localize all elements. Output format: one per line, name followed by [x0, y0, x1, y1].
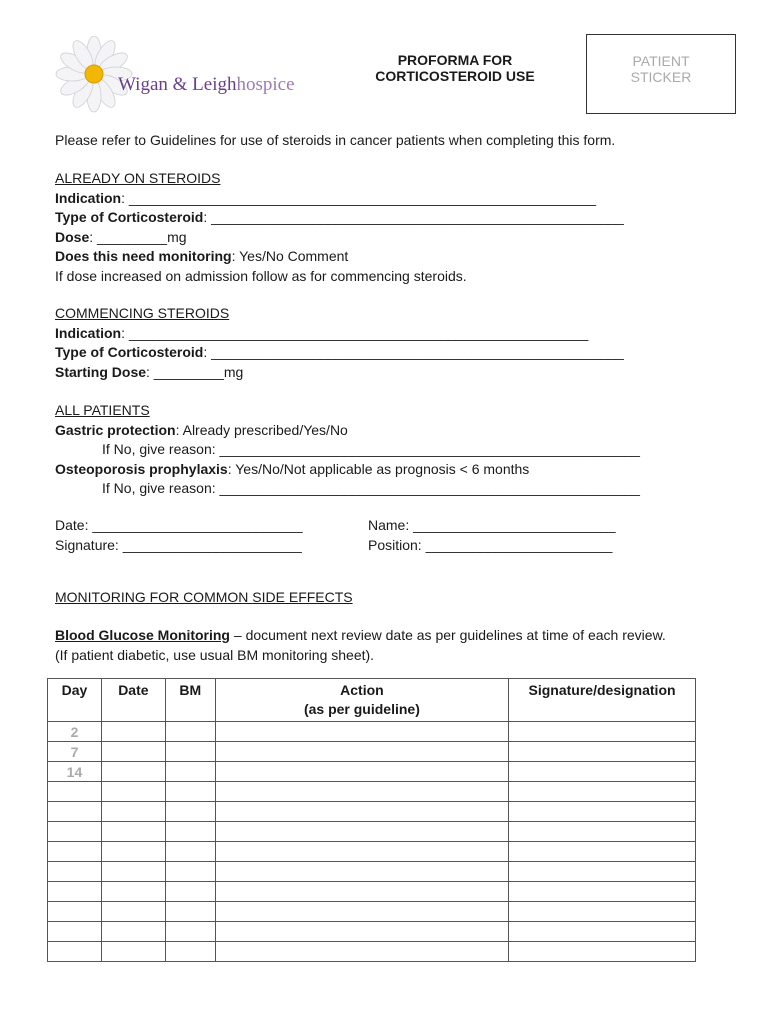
day-cell[interactable] — [48, 882, 102, 902]
signature-cell[interactable] — [509, 882, 696, 902]
header-action — [215, 679, 508, 722]
bm-cell[interactable] — [165, 742, 215, 762]
day-cell[interactable] — [48, 862, 102, 882]
action-cell[interactable] — [215, 902, 508, 922]
date-cell[interactable] — [101, 802, 165, 822]
day-cell[interactable] — [48, 782, 102, 802]
monitoring-options: : Yes/No Comment — [231, 248, 349, 265]
signature-cell[interactable] — [509, 922, 696, 942]
date-cell[interactable] — [101, 842, 165, 862]
indication-blank: : ___________________________________________________________ — [121, 324, 589, 341]
already-dose-field[interactable] — [55, 228, 624, 248]
date-cell[interactable] — [101, 922, 165, 942]
signature-cell[interactable] — [509, 802, 696, 822]
osteo-label: Osteoporosis prophylaxis — [55, 460, 228, 477]
table-row — [48, 822, 696, 842]
bm-cell[interactable] — [165, 842, 215, 862]
bm-cell[interactable] — [165, 942, 215, 962]
table-row — [48, 882, 696, 902]
type-blank: : _____________________________________________________ — [203, 209, 624, 226]
date-cell[interactable] — [101, 862, 165, 882]
header-signature: Signature/designation — [509, 679, 696, 722]
already-heading: ALREADY ON STEROIDS — [55, 170, 221, 186]
sticker-line2: STICKER — [630, 69, 692, 85]
starting-dose-blank: : _________mg — [146, 363, 244, 380]
action-cell[interactable] — [215, 842, 508, 862]
day-cell[interactable]: 14 — [48, 762, 102, 782]
day-cell[interactable] — [48, 842, 102, 862]
already-monitoring-field[interactable] — [55, 247, 624, 267]
header-day: Day — [48, 679, 102, 722]
day-cell[interactable]: 7 — [48, 742, 102, 762]
day-cell[interactable] — [48, 802, 102, 822]
bm-cell[interactable] — [165, 882, 215, 902]
form-title-line2: CORTICOSTEROID USE — [375, 68, 535, 84]
date-cell[interactable] — [101, 762, 165, 782]
intro-text: Please refer to Guidelines for use of steroids in cancer patients when completing this form. — [55, 132, 616, 148]
commencing-indication-field[interactable] — [55, 324, 624, 344]
action-cell[interactable] — [215, 742, 508, 762]
name-field[interactable]: Name: __________________________ — [368, 517, 616, 533]
logo-suffix-text: hospice — [236, 74, 295, 95]
already-type-field[interactable] — [55, 208, 624, 228]
action-cell[interactable] — [215, 882, 508, 902]
table-row — [48, 942, 696, 962]
form-title-line1: PROFORMA FOR — [397, 52, 513, 68]
action-cell[interactable] — [215, 862, 508, 882]
all-patients-section — [55, 401, 640, 499]
indication-label: Indication — [55, 189, 122, 206]
date-cell[interactable] — [101, 942, 165, 962]
commencing-type-field[interactable] — [55, 343, 624, 363]
date-cell[interactable] — [101, 742, 165, 762]
table-row — [48, 862, 696, 882]
header-action-line2: (as per guideline) — [303, 701, 420, 717]
form-title — [355, 52, 555, 84]
signature-cell[interactable] — [509, 782, 696, 802]
table-row — [48, 782, 696, 802]
bm-cell[interactable] — [165, 922, 215, 942]
date-cell[interactable] — [101, 722, 165, 742]
type-blank: : _____________________________________________________ — [203, 344, 624, 361]
signature-field[interactable]: Signature: _______________________ — [55, 537, 302, 553]
table-row — [48, 922, 696, 942]
day-cell[interactable] — [48, 922, 102, 942]
blood-glucose-label: Blood Glucose Monitoring — [55, 627, 230, 643]
signature-cell[interactable] — [509, 902, 696, 922]
sticker-line1: PATIENT — [632, 53, 690, 69]
signature-cell[interactable] — [509, 842, 696, 862]
date-field[interactable]: Date: ___________________________ — [55, 517, 303, 533]
blood-glucose-note: (If patient diabetic, use usual BM monitoring sheet). — [55, 647, 375, 663]
day-cell[interactable] — [48, 942, 102, 962]
date-cell[interactable] — [101, 902, 165, 922]
header-date: Date — [101, 679, 165, 722]
blood-glucose-text — [55, 627, 666, 643]
action-cell[interactable] — [215, 782, 508, 802]
bm-cell[interactable] — [165, 722, 215, 742]
gastric-label: Gastric protection — [55, 421, 176, 438]
signature-cell[interactable] — [509, 742, 696, 762]
action-cell[interactable] — [215, 942, 508, 962]
table-row — [48, 802, 696, 822]
position-field[interactable]: Position: ________________________ — [368, 537, 613, 553]
table-header-row — [48, 679, 696, 722]
signature-cell[interactable] — [509, 722, 696, 742]
already-indication-field[interactable] — [55, 189, 624, 209]
header-action-line1: Action — [340, 682, 384, 698]
table-row — [48, 742, 696, 762]
blood-glucose-table — [47, 678, 696, 962]
table-row — [48, 762, 696, 782]
blood-glucose-instruction: – document next review date as per guidelines at time of each review. — [230, 627, 666, 643]
signature-cell[interactable] — [509, 822, 696, 842]
table-row — [48, 722, 696, 742]
action-cell[interactable] — [215, 922, 508, 942]
action-cell[interactable] — [215, 722, 508, 742]
action-cell[interactable] — [215, 822, 508, 842]
dose-blank: : _________mg — [89, 228, 187, 245]
signature-cell[interactable] — [509, 942, 696, 962]
table-row — [48, 842, 696, 862]
bm-cell[interactable] — [165, 862, 215, 882]
gastric-field[interactable] — [55, 421, 640, 441]
bm-cell[interactable] — [165, 782, 215, 802]
all-patients-heading: ALL PATIENTS — [55, 402, 150, 418]
already-note: If dose increased on admission follow as for commencing steroids. — [55, 267, 467, 284]
logo-brand-text: Wigan & Leigh — [118, 74, 237, 95]
header-bm: BM — [165, 679, 215, 722]
action-cell[interactable] — [215, 802, 508, 822]
type-label: Type of Corticosteroid — [55, 209, 204, 226]
action-cell[interactable] — [215, 762, 508, 782]
day-cell[interactable]: 2 — [48, 722, 102, 742]
dose-label: Dose — [55, 228, 90, 245]
already-section — [55, 169, 624, 287]
day-cell[interactable] — [48, 902, 102, 922]
table-row — [48, 902, 696, 922]
signature-cell[interactable] — [509, 762, 696, 782]
commencing-dose-field[interactable] — [55, 363, 624, 383]
indication-label: Indication — [55, 324, 122, 341]
commencing-section — [55, 304, 624, 382]
monitoring-label: Does this need monitoring — [55, 248, 232, 265]
monitoring-heading: MONITORING FOR COMMON SIDE EFFECTS — [55, 589, 353, 605]
date-cell[interactable] — [101, 882, 165, 902]
patient-sticker-box — [586, 34, 736, 114]
gastric-reason-field[interactable]: If No, give reason: ______________________________________________________ — [102, 441, 640, 458]
gastric-options: : Already prescribed/Yes/No — [175, 421, 348, 438]
date-cell[interactable] — [101, 782, 165, 802]
osteo-reason-field[interactable]: If No, give reason: ______________________________________________________ — [102, 480, 640, 497]
bm-cell[interactable] — [165, 802, 215, 822]
osteo-field[interactable] — [55, 460, 640, 480]
type-label: Type of Corticosteroid — [55, 344, 204, 361]
bm-cell[interactable] — [165, 822, 215, 842]
hospice-logo — [52, 36, 302, 114]
bm-cell[interactable] — [165, 762, 215, 782]
day-cell[interactable] — [48, 822, 102, 842]
indication-blank: : ____________________________________________________________ — [121, 189, 597, 206]
commencing-heading: COMMENCING STEROIDS — [55, 305, 230, 321]
osteo-options: : Yes/No/Not applicable as prognosis < 6 months — [227, 460, 530, 477]
date-cell[interactable] — [101, 822, 165, 842]
starting-dose-label: Starting Dose — [55, 363, 147, 380]
signature-cell[interactable] — [509, 862, 696, 882]
bm-cell[interactable] — [165, 902, 215, 922]
